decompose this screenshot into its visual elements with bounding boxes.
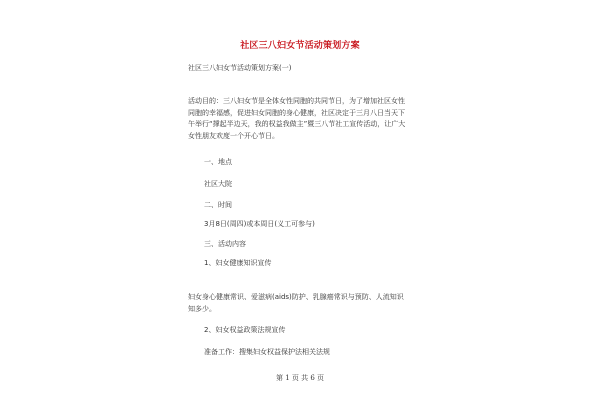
purpose-paragraph: 活动目的：三八妇女节是全体女性同胞的共同节日，为了增加社区女性同胞的幸福感，促进妇女同胞的身心健康，社区决定于三月八日当天下午举行“撑起半边天，我的权益我做主”暨三八节社工宣传活动，让广大女性朋友欢度一个开心节日。 — [188, 97, 406, 140]
content-heading: 三、活动内容 — [204, 240, 246, 248]
location-value: 社区大院 — [204, 180, 232, 188]
item2-heading: 2、妇女权益政策法规宣传 — [204, 326, 286, 334]
item1-heading: 1、妇女健康知识宣传 — [204, 259, 272, 267]
prep-text: 准备工作：搜集妇女权益保护法相关法规 — [204, 348, 330, 356]
time-heading: 二、时间 — [204, 201, 232, 209]
document-subtitle: 社区三八妇女节活动策划方案(一) — [188, 64, 292, 72]
location-heading: 一、地点 — [204, 158, 232, 166]
document-title: 社区三八妇女节活动策划方案 — [240, 41, 360, 51]
time-value: 3月8日(周四)或本周日(义工可参与) — [204, 220, 315, 228]
page-footer: 第 1 页 共 6 页 — [275, 374, 325, 382]
item1-text: 妇女身心健康常识、爱滋病(aids)防护、乳腺癌常识与预防、人流知识知多少。 — [188, 293, 404, 313]
